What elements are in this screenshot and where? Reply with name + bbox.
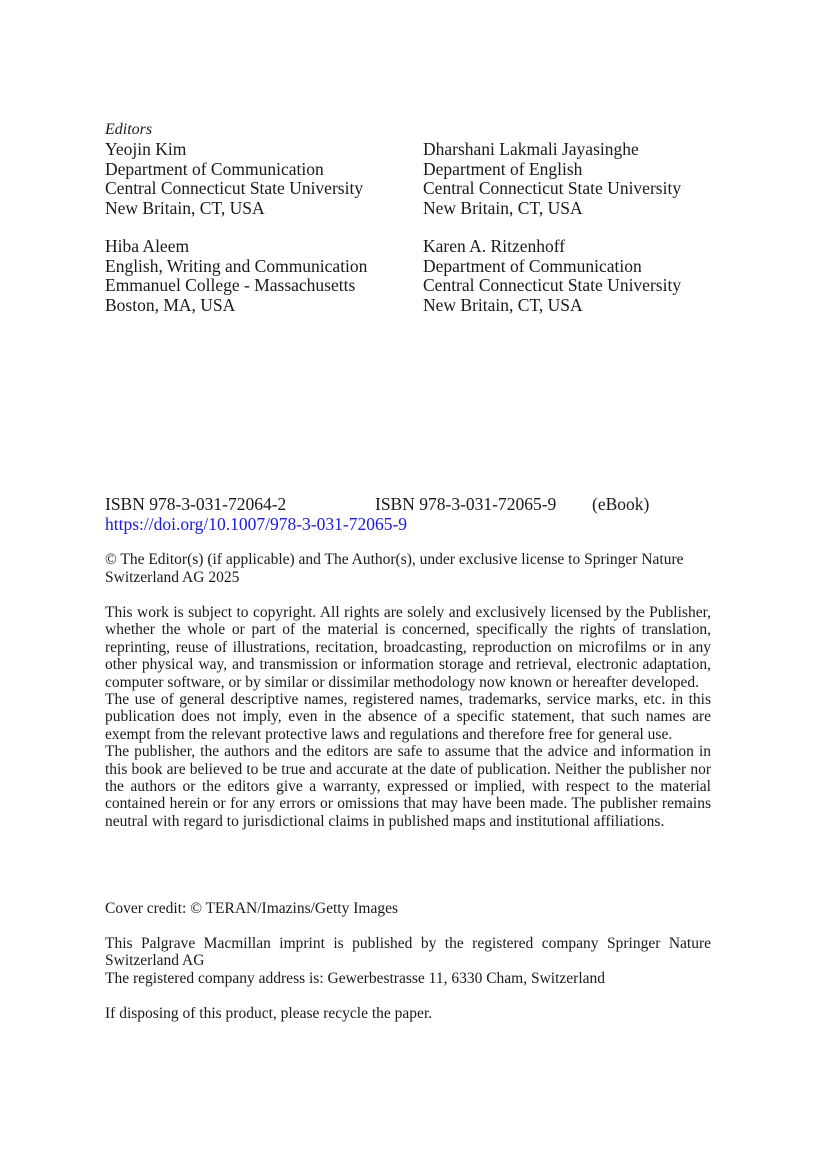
editor-location: New Britain, CT, USA <box>423 294 583 315</box>
editor-name: Karen A. Ritzenhoff <box>423 236 566 256</box>
copyright-page <box>105 120 711 1022</box>
editor-block <box>105 140 363 218</box>
legal-paragraph: This work is subject to copyright. All rights are solely and exclusively licensed by the Publisher, whether the whole or part of the material is concerned, specifically the rights of translation, reprinting, reuse of illustrations, recitation, broadcasting, reproduction on microfilms or in any other physical way, and transmission or information storage and retrieval, electronic adaptation, computer software, or by similar or dissimilar methodology now known or hereafter developed. <box>105 604 711 691</box>
editor-name: Hiba Aleem <box>105 236 190 256</box>
imprint-notice <box>105 935 711 987</box>
isbn-block <box>105 495 711 534</box>
editor-block <box>423 140 681 218</box>
editor-location: New Britain, CT, USA <box>105 197 265 218</box>
editor-name: Yeojin Kim <box>105 139 187 159</box>
editors-label: Editors <box>105 121 153 138</box>
editor-location: Boston, MA, USA <box>105 294 236 315</box>
recycle-notice: If disposing of this product, please recycle the paper. <box>105 1005 433 1022</box>
editor-location: New Britain, CT, USA <box>423 197 583 218</box>
editor-institution: Central Connecticut State University <box>423 178 682 198</box>
editor-name: Dharshani Lakmali Jayasinghe <box>423 139 639 159</box>
imprint-address: The registered company address is: Gewerbestrasse 11, 6330 Cham, Switzerland <box>105 969 606 987</box>
editor-institution: Central Connecticut State University <box>423 275 682 295</box>
editor-department: English, Writing and Communication <box>105 255 368 276</box>
editor-department: Department of Communication <box>423 255 642 276</box>
isbn-ebook: ISBN 978-3-031-72065-9 <box>375 494 557 514</box>
editor-block <box>105 237 367 315</box>
editor-department: Department of English <box>423 158 583 179</box>
imprint-paragraph: This Palgrave Macmillan imprint is published by the registered company Springer Nature Switzerland AG <box>105 935 711 970</box>
legal-paragraph: The publisher, the authors and the editors are safe to assume that the advice and information in this book are believed to be true and accurate at the date of publication. Neither the publisher nor the authors or the editors give a warranty, expressed or implied, with respect to the material contained herein or for any errors or omissions that may have been made. The publisher remains neutral with regard to jurisdictional claims in published maps and institutional affiliations. <box>105 743 711 830</box>
editor-institution: Central Connecticut State University <box>105 178 364 198</box>
isbn-ebook-note: (eBook) <box>592 494 650 514</box>
copyright-notice: © The Editor(s) (if applicable) and The Author(s), under exclusive license to Springer Nature Switzerland AG 2025 <box>105 551 684 586</box>
legal-paragraph: The use of general descriptive names, registered names, trademarks, service marks, etc. in this publication does not imply, even in the absence of a specific statement, that such names are exempt from the relevant protective laws and regulations and therefore free for general use. <box>105 691 711 743</box>
legal-notice <box>105 604 711 830</box>
isbn-print: ISBN 978-3-031-72064-2 <box>105 494 287 514</box>
editor-institution: Emmanuel College - Massachusetts <box>105 275 356 295</box>
editor-department: Department of Communication <box>105 158 324 179</box>
editor-block <box>423 237 681 315</box>
cover-credit: Cover credit: © TERAN/Imazins/Getty Images <box>105 900 399 917</box>
doi-link[interactable]: https://doi.org/10.1007/978-3-031-72065-9 <box>105 513 408 534</box>
